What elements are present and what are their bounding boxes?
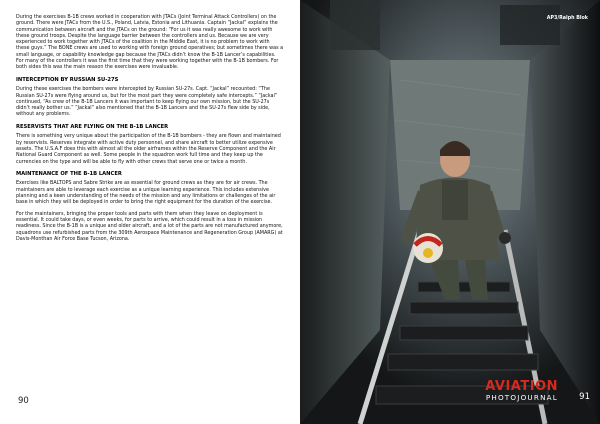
- magazine-logo: [485, 380, 558, 402]
- photo-pilot-climbing-ladder: [300, 0, 600, 424]
- logo-photojournal: PHOTOJOURNAL: [485, 393, 558, 402]
- intro-paragraph: During the exercises B-1B crews worked in cooperation with JTACs (Joint Terminal Attack Controllers) on the ground. There were JTACs from the U.S., Poland, Latvia, Estonia and Lithuania. Captain “Jackal” explains the communication between aircraft and the JTACs on the ground: “For us it was really awesome to work with these ground troops. Despite the language barrier between the controllers and us. Because we are very experienced to work together with JTACs of the coalition in the Middle East, it is no problem to work with these guys.” The BONE crews are used to working with foreign ground operatives; but sometimes there was a small language, or capability knowledge gap because the JTACs didn’t know the B-1B Lancer’s capabilities. For many of the controllers it was the first time that they were working together with the B-1B bombers. For both sides this was the main reason the exercises were invaluable.: [16, 14, 284, 71]
- logo-aviation: AVIATION: [485, 379, 558, 394]
- maintenance-paragraph-2: For the maintainers, bringing the proper tools and parts with them when they leave on deployment is essential. It could take days, or even weeks, for parts to arrive, which could result in a loss in mission readiness. Since the B-1B is a unique and older aircraft, and a lot of the parts are not manufactured anymore, squadrons use refurbished parts from the 309th Aerospace Maintenance and Regeneration Group (AMARG) at Davis-Monthan Air Force Base Tucson, Arizona.: [16, 210, 283, 242]
- right-page-number: 91: [579, 392, 590, 402]
- reservists-paragraph: There is something very unique about the participation of the B-1B bombers - they are flown and maintained by reservists. Reserves integrate with active duty personnel, and share aircraft to better utilize expensive assets. The U.S.A.F does this with almost all the older airframes within the Reserve Component and the Air National Guard Component as well. Some people in the squadron work full time and they keep up the currencies on the type and will be able to fly with other crews that serve one or twice a month.: [16, 133, 281, 165]
- right-page: [300, 0, 600, 424]
- interception-paragraph: During these exercises the bombers were intercepted by Russian SU-27s. Capt. “Jackal” recounted: “The Russian SU-27s were flying around us, but for the most part they were completely safe intercepts.” “Jackal” continued, “As crew of the B-1B Lancers it was important to keep flying our own mission, but the SU-27s didn’t really bother us.” “Jackal” also mentioned that the B-1B Lancers and the SU-27s flew side by side, without any problems.: [16, 86, 278, 118]
- left-page-number: 90: [18, 396, 29, 406]
- section-heading-maintenance: MAINTENANCE OF THE B-1B LANCER: [16, 170, 122, 177]
- section-heading-reservists: RESERVISTS THAT ARE FLYING ON THE B-1B LANCER: [16, 123, 169, 130]
- photo-credit: AP3/Ralph Blok: [546, 16, 588, 21]
- section-heading-interception: INTERCEPTION BY RUSSIAN SU-27S: [16, 76, 119, 83]
- maintenance-paragraph-1: Exercises like BALTOPS and Sabre Strike are as essential for ground crews as they are for air crews. The maintainers are able to leverage each exercise as a unique learning experience. This includes extensive planning and a keen understanding of the needs of the mission and any limitations or challenges of the air base in which they will be deployed in order to bring the right equipment for the duration of the exercise.: [16, 180, 276, 206]
